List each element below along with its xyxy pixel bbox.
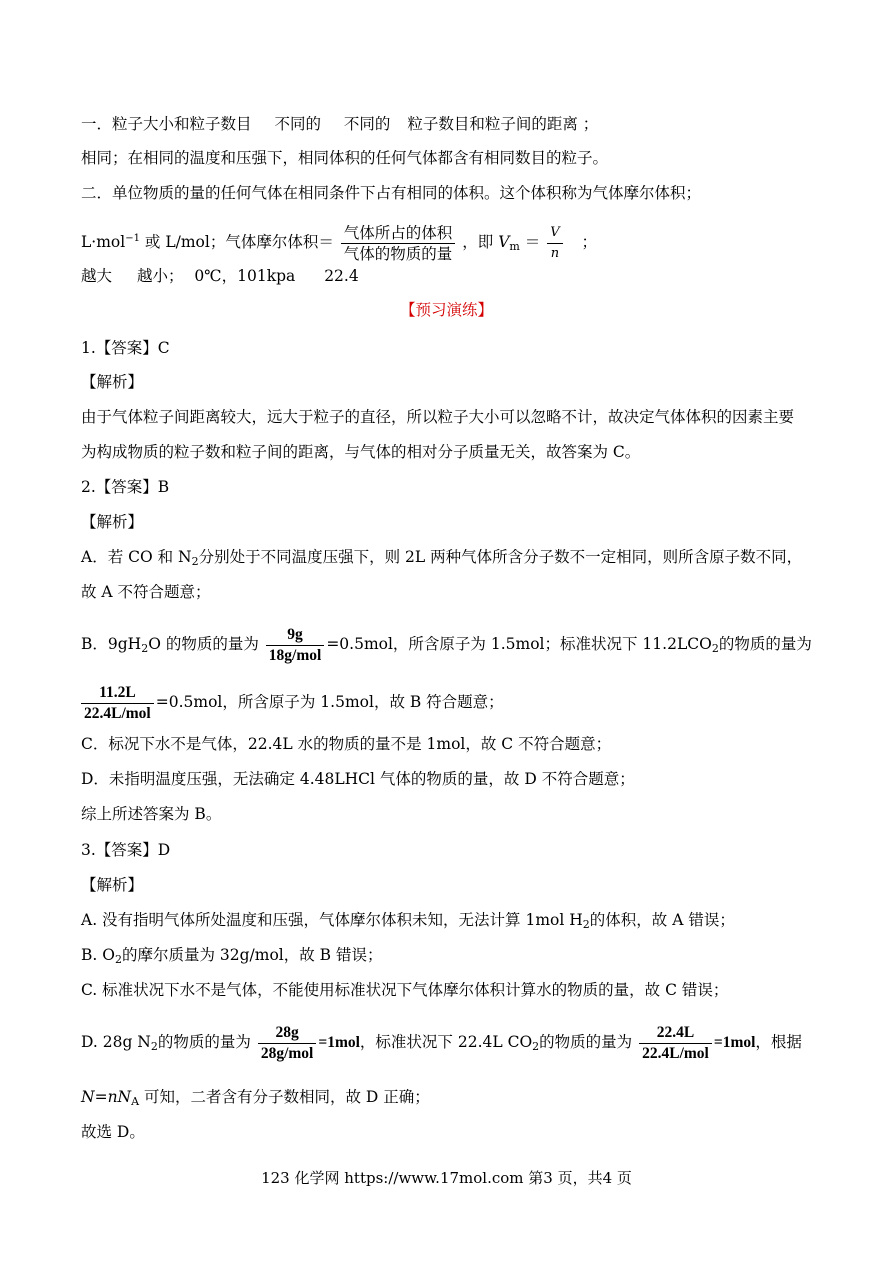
text: 或 L/mol；气体摩尔体积＝ (144, 233, 334, 251)
text: 不同的 (274, 115, 321, 133)
section-title: 【预习演练】 (399, 301, 493, 319)
fraction (81, 684, 154, 723)
subscript: A (131, 1095, 140, 1108)
text: =1mol (318, 1034, 360, 1051)
subscript: 2 (532, 1040, 540, 1053)
text: ，标准状况下 22.4L CO (359, 1033, 533, 1051)
fraction (258, 1024, 317, 1063)
text: = (94, 1088, 108, 1106)
text: ，即 (462, 233, 494, 251)
symbol: N (117, 1088, 132, 1106)
fraction-numerator: 气体所占的体积 (341, 224, 456, 244)
fraction-numerator: V (547, 224, 562, 244)
line-3: 二．单位物质的量的任何气体在相同条件下占有相同的体积。这个体积称为气体摩尔体积； (81, 184, 702, 202)
fraction-numerator: 9g (266, 626, 325, 646)
text: 的物质的量为 (157, 1033, 251, 1051)
text: =1mol (713, 1034, 756, 1051)
text: 粒子数目和粒子间的距离 ； (407, 115, 599, 133)
q2-option-a (81, 547, 802, 572)
text: 分别处于不同温度压强下，则 2L 两种气体所含分子数不一定相同，则所含原子数不同， (198, 548, 803, 566)
q2-option-b-cont (79, 680, 504, 724)
q2-option-b (81, 622, 812, 671)
text: B. O (81, 946, 115, 964)
text: ＝ (524, 233, 541, 251)
subscript: 2 (191, 555, 199, 568)
q2-summary: 综上所述答案为 B。 (81, 805, 222, 823)
fraction (341, 224, 456, 263)
fraction-denominator: 18g/mol (268, 646, 322, 664)
line-5 (81, 266, 359, 286)
subscript: 2 (141, 642, 149, 655)
fraction-denominator: 28g/mol (260, 1044, 314, 1062)
text: O 的物质的量为 (148, 635, 259, 653)
fraction-numerator: 28g (258, 1024, 317, 1044)
line-2: 相同；在相同的温度和压强下，相同体积的任何气体都含有相同数目的粒子。 (81, 149, 609, 167)
text: 0℃，101kpa (194, 267, 296, 285)
text: =0.5mol，所含原子为 1.5mol，故 B 符合题意； (155, 693, 504, 711)
text: D. 28g N (81, 1033, 151, 1051)
q3-final: 故选 D。 (81, 1123, 145, 1141)
q1-answer: 1.【答案】C (81, 339, 170, 357)
text: 的摩尔质量为 32g/mol，故 B 错误； (121, 946, 383, 964)
q1-analysis-label: 【解析】 (81, 373, 144, 391)
q3-option-a (81, 910, 735, 935)
q2-option-d: D．未指明温度压强，无法确定 4.48LHCl 气体的物质的量，故 D 不符合题意； (81, 770, 635, 788)
fraction-denominator: 22.4L/mol (642, 1044, 709, 1062)
q3-option-c: C. 标准状况下水不是气体，不能使用标准状况下气体摩尔体积计算水的物质的量，故 C 错误； (81, 981, 729, 999)
q1-text-2: 为构成物质的粒子数和粒子间的距离，与气体的相对分子质量无关，故答案为 C。 (81, 443, 641, 461)
q1-text-1: 由于气体粒子间距离较大，远大于粒子的直径，所以粒子大小可以忽略不计，故决定气体体积的因素主要 (81, 408, 795, 426)
subscript: 2 (114, 953, 122, 966)
text: 的物质的量为 (718, 635, 812, 653)
line-1 (81, 114, 598, 134)
fraction-numerator: 11.2L (81, 684, 154, 704)
subscript: m (509, 240, 520, 253)
fraction-denominator: 22.4L/mol (84, 704, 151, 722)
text: 可知，二者含有分子数相同，故 D 正确； (144, 1088, 430, 1106)
q2-answer: 2.【答案】B (81, 478, 170, 496)
page-footer: 123 化学网 https://www.17mol.com 第3 页，共4 页 (261, 1169, 632, 1187)
superscript: −1 (125, 233, 140, 244)
text: A. 没有指明气体所处温度和压强，气体摩尔体积未知，无法计算 1mol H (81, 911, 583, 929)
q3-answer: 3.【答案】D (81, 841, 171, 859)
q3-option-b (81, 945, 382, 970)
fraction-numerator: 22.4L (639, 1024, 712, 1044)
q3-option-d (81, 1020, 802, 1069)
fraction (547, 224, 562, 263)
fraction-denominator: n (550, 245, 560, 261)
q3-option-d-cont (81, 1087, 430, 1112)
symbol: n (107, 1088, 118, 1106)
symbol: V (498, 233, 510, 251)
text: 越小； (136, 267, 184, 285)
text: 一．粒子大小和粒子数目 (81, 115, 252, 133)
fraction (266, 626, 325, 665)
text: 不同的 (343, 115, 391, 133)
subscript: 2 (582, 918, 590, 931)
text: =0.5mol，所含原子为 1.5mol；标准状况下 11.2LCO (326, 635, 712, 653)
q2-analysis-label: 【解析】 (81, 513, 144, 531)
unit: L·mol (81, 233, 126, 251)
q2-option-c: C．标况下水不是气体，22.4L 水的物质的量不是 1mol，故 C 不符合题意； (81, 735, 612, 753)
fraction (639, 1024, 712, 1063)
q3-analysis-label: 【解析】 (81, 876, 144, 894)
text: ； (581, 233, 598, 251)
subscript: 2 (711, 642, 719, 655)
text: 22.4 (324, 267, 359, 285)
subscript: 2 (150, 1040, 158, 1053)
symbol: N (81, 1088, 95, 1106)
fraction-denominator: 气体的物质的量 (343, 244, 453, 263)
text: A．若 CO 和 N (81, 548, 192, 566)
text: 的物质的量为 (539, 1033, 633, 1051)
line-4 (81, 219, 597, 267)
text: 越大 (81, 267, 113, 285)
text: B．9gH (81, 635, 142, 653)
text: 的体积，故 A 错误； (589, 911, 735, 929)
q2-option-a-cont: 故 A 不符合题意； (81, 583, 211, 601)
text: ，根据 (755, 1033, 802, 1051)
